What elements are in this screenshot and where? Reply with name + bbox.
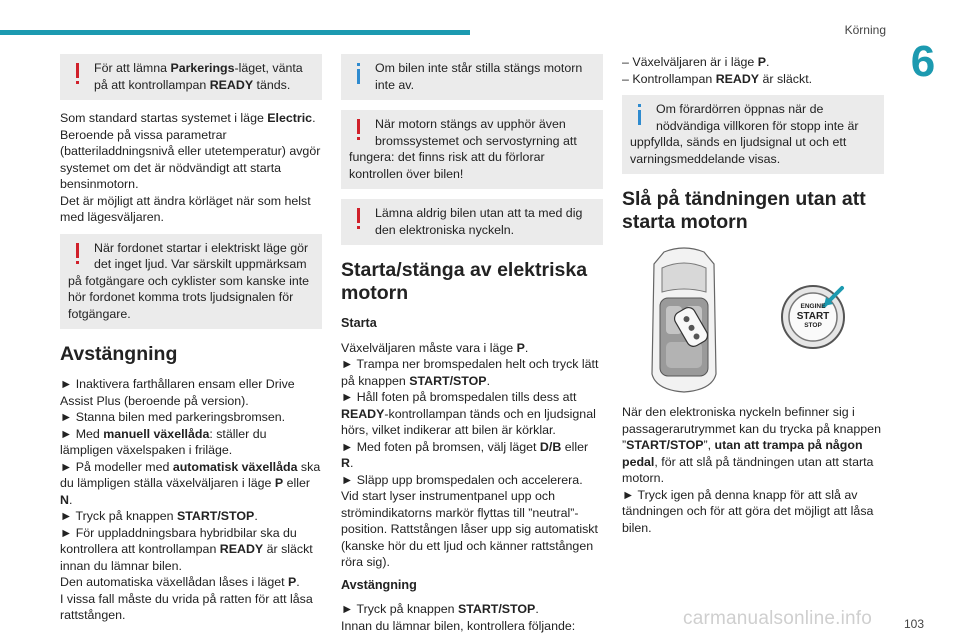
instruction-list: ► Inaktivera farthållaren ensam eller Drive Assist Plus (beroende på version). ► Stanna bilen med parkeringsbromsen. ► Med manuell växellåda: ställer du lämpligen växelspaken i friläge. ► På modeller med automatisk växellåda ska du lämpligen ställa växelväljaren i läge P eller N. ► Tryck på knappen START/STOP. ► För uppladdningsbara hybridbilar ska du kontrollera att kontrollampan READY är släckt innan du lämnar bilen. Den automatiska växellådan låses i läget P. I vissa fall måste du vrida på ratten för att låsa rattstången. [60,377,321,622]
warning-icon [68,60,88,86]
note-text: Om bilen inte står stilla stängs motorn inte av. [375,61,583,92]
subheading: Starta [341,316,377,330]
warning-icon [349,205,369,231]
info-icon [349,60,369,86]
chapter-number: 6 [910,37,936,86]
section-heading: Avstängning [60,343,178,365]
start-stop-button-illustration [780,284,846,350]
condition-list: – Växelväljaren är i läge P. – Kontrollampan READY är släckt. [622,55,813,86]
chapter-label: Körning [844,23,886,37]
section-heading: Slå på tändningen utan att starta motorn [622,188,866,233]
note-text: När motorn stängs av upphör även bromssystemet och servostyrning att fungera: det finns risk att du förlorar kontrollen över bilen! [349,117,577,181]
warning-note [60,234,322,330]
subheading: Avstängning [341,577,417,592]
info-icon [630,101,650,127]
info-note [341,54,603,100]
instruction-list: ► Tryck på knappen START/STOP. Innan du lämnar bilen, kontrollera följande: [341,602,576,633]
info-note [622,95,884,174]
instruction-list: När den elektroniska nyckeln befinner sig i passagerarutrymmet kan du trycka på knappen ”START/STOP”, utan att trampa på någon pedal, för att slå på tändningen utan att starta motorn. ► Tryck igen på denna knapp för att slå av tändningen och för att göra det möjligt att låsa bilen. [622,405,881,535]
warning-note [341,199,603,245]
button-label-start: START [796,311,830,322]
note-text: När fordonet startar i elektriskt läge gör det inget ljud. Var särskilt uppmärksam på fotgängare och cyklister som kanske inte hör fordonet komma trots ljudsignalen för fotgängare. [68,240,310,321]
ignition-illustration [622,244,884,394]
warning-icon [68,240,88,266]
intro-paragraph: Som standard startas systemet i läge Electric. Beroende på vissa parametrar (batteriladdningsnivå eller utetemperatur) avgör systemet om det är nödvändigt att starta bensinmotorn. Det är möjligt att ändra körläget när som helst med lägesväljaren. [60,111,321,224]
instruction-list: Växelväljaren måste vara i läge P. ► Trampa ner bromspedalen helt och tryck lätt på knappen START/STOP. ► Håll foten på bromspedalen tills dess att READY-kontrollampan tänds och en ljudsignal hörs, vilket indikerar att bilen är körklar. ► Med foten på bromsen, välj läget D/B eller R. ► Släpp upp bromspedalen och accelerera. Vid start lyser instrumentpanel upp och strömindikatorns markör flyttas till ”neutral”-position. Rattstången låser upp sig automatiskt (kanske hör du ett ljud och känner rattstången röra sig). [341,340,599,569]
header-accent-bar [0,30,470,35]
note-text: Lämna aldrig bilen utan att ta med dig den elektroniska nyckeln. [375,206,583,237]
column-1 [60,54,322,624]
warning-note [60,54,322,100]
button-label-stop: STOP [804,322,822,329]
note-text: För att lämna Parkerings-läget, vänta på att kontrollampan READY tänds. [94,61,303,92]
note-text: Om förardörren öppnas när de nödvändiga villkoren för stopp inte är uppfyllda, sänds en ljudsignal ut och ett varningsmeddelande visas. [630,102,859,166]
page-number: 103 [903,617,924,631]
section-heading: Starta/stänga av elektriska motorn [341,259,588,304]
warning-icon [349,116,369,142]
column-2 [341,54,603,634]
warning-note [341,110,603,189]
column-3 [622,54,884,536]
button-label-engine: ENGINE [800,303,826,310]
watermark: carmanualsonline.info [683,608,873,629]
